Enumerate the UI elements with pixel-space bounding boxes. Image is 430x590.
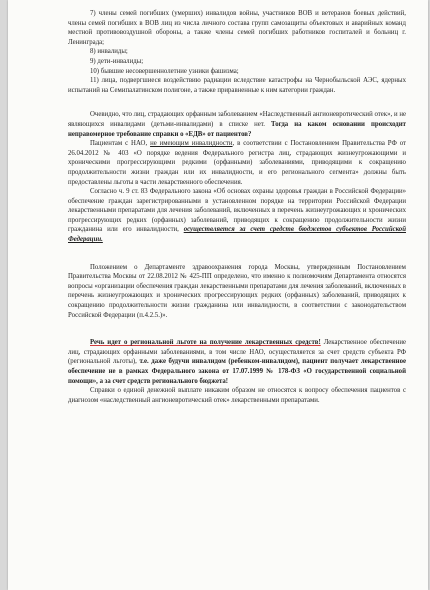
- paragraph-obviously-question: Тогда на каком основании происходит неправомерное требование справки о «ЕДВ» от пациентов?: [68, 120, 406, 138]
- regional-benefit-text: Лекарственное обеспечение лиц, страдающих орфанными заболеваниями, в том числе НАО, осуществляется за счет средств субъекта РФ (региональной льготы),: [68, 339, 406, 366]
- paragraph-moscow-regulation: Положением о Департаменте здравоохранения города Москвы, утвержденным Постановлением Правительства Москвы от 22.08.2012 № 425-ПП определено, что именно к полномочиям Департамента относятся вопросы «организации обеспечения граждан лекарственными препаратами для лечения заболеваний, включенных в перечень жизнеугрожающих и хронических прогрессирующих редких (орфанных) заболеваний, приводящих к сокращению продолжительности жизни гражданина или инвалидности, в соответствии с законодательством Российской Федерации (п.4.2.5.)».: [68, 263, 406, 319]
- document-body: [68, 9, 406, 405]
- regional-benefit-conclusion: т.е. даже будучи инвалидом (ребенком-инвалидом), пациент получает лекарственное обеспечение не в рамках Федерального закона от 17.07.1999 № 178-ФЗ «О государственной социальной помощи», а за счет средств регионального бюджета!: [68, 358, 407, 385]
- paragraph-obviously-text: Очевидно, что лиц, страдающих орфанным заболеванием «Наследственный ангионевротический отек», и не являющихся инвалидами (детьми-инвалидами) в списке нет.: [68, 111, 406, 128]
- paragraph-federal-law: [68, 187, 406, 245]
- paragraph-federal-law-text: Согласно ч. 9 ст. 83 Федерального закона «Об основах охраны здоровья граждан в Российской Федерации» обеспечение граждан зарегистрированными в установленном порядке на территории Российской Федерации лекарственными препаратами для лечения заболеваний, включенных в перечень жизнеугрожающих и хронических прогрессирующих редких (орфанных) заболеваний, приводящих к сокращению продолжительности жизни гражданина или его инвалидности,: [68, 188, 406, 234]
- paragraph-patients: [68, 139, 406, 187]
- document-page: [8, 0, 428, 590]
- paragraph-regional-benefit: [68, 338, 406, 386]
- regional-benefit-headline: Речь идет о региональной льготе на получение лекарственных средств!: [90, 339, 321, 347]
- list-item-7: 7) члены семей погибших (умерших) инвалидов войны, участников ВОВ и ветеранов боевых действий, члены семей погибших в ВОВ лиц из числа личного состава групп самозащиты объектовых и аварийных команд местной противовоздушной обороны, а также члены семей погибших работников госпиталей и больниц г. Ленинграда;: [68, 10, 406, 46]
- paragraph-federal-law-emphasis: осуществляется за счет средств бюджетов субъектов Российской Федерации.: [68, 226, 406, 244]
- paragraph-obviously: [68, 110, 406, 139]
- no-disability-underlined: не имеющим инвалидности: [150, 140, 233, 148]
- list-item-10: 10) бывшие несовершеннолетние узники фашизма;: [90, 67, 239, 75]
- paragraph-patients-text-2: , в соответствии с Постановлением Правительства РФ от 26.04.2012 № 403 «О порядке ведения Федерального регистра лиц, страдающих жизнеугрожающими и хроническими прогрессирующими редкими (орфанными) заболеваниями, приводящими к сокращению продолжительности жизни граждан или их инвалидности, и его регионального сегмента» должны быть предоставлены льготы в части лекарственного обеспечения.: [68, 140, 407, 186]
- paragraph-patients-text-1: Пациентам с НАО,: [90, 140, 151, 148]
- list-item-9: 9) дети-инвалиды;: [90, 57, 144, 65]
- list-item-11: 11) лица, подвергшиеся воздействию радиации вследствие катастрофы на Чернобыльской АЭС, ядерных испытаний на Семипалатинском полигоне, а также приравненные к ним категории граждан.: [68, 77, 406, 94]
- paragraph-edv-certificate: Справки о единой денежной выплате никаким образом не относятся к вопросу обеспечения пациентов с диагнозом «наследственный ангионевротический отек» лекарственными препаратами.: [68, 387, 406, 404]
- list-item-8: 8) инвалиды;: [90, 48, 128, 56]
